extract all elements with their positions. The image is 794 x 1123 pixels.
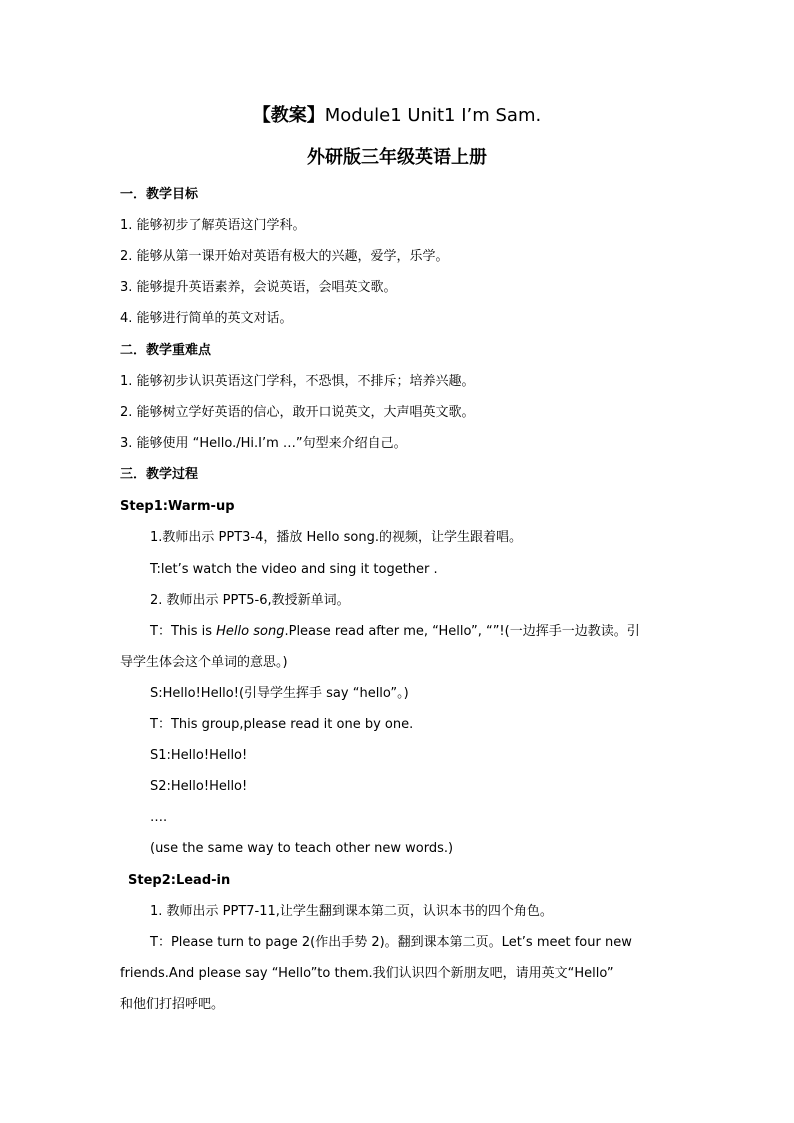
objective-item: 1. 能够初步了解英语这门学科。 (120, 218, 306, 233)
title-main: Module1 Unit1 I’m Sam. (324, 105, 542, 126)
step1-line: T：This group,please read it one by one. (150, 717, 414, 732)
step2-heading: Step2:Lead-in (128, 873, 231, 888)
step1-teacher-line-cont: 导学生体会这个单词的意思。) (120, 655, 288, 670)
step1-line: S2:Hello!Hello! (150, 779, 248, 794)
document-subtitle: 外研版三年级英语上册 (307, 147, 487, 168)
step1-line: (use the same way to teach other new words.) (150, 841, 454, 856)
key-point-item: 2. 能够树立学好英语的信心，敢开口说英文，大声唱英文歌。 (120, 405, 475, 420)
step1-line: T:let’s watch the video and sing it together . (150, 562, 438, 577)
step1-line: 1.教师出示 PPT3-4，播放 Hello song.的视频，让学生跟着唱。 (150, 530, 522, 545)
teacher-line-suffix: .Please read after me, “Hello”, “”!(一边挥手一边教读。引 (284, 624, 640, 639)
section-heading-process: 三．教学过程 (120, 467, 199, 482)
document-title (0, 103, 794, 129)
step1-heading: Step1:Warm-up (120, 499, 235, 514)
title-prefix: 【教案】 (252, 105, 325, 126)
step2-line: 1. 教师出示 PPT7-11,让学生翻到课本第二页，认识本书的四个角色。 (150, 904, 553, 919)
objective-item: 4. 能够进行简单的英文对话。 (120, 311, 293, 326)
step1-line: S:Hello!Hello!(引导学生挥手 say “hello”。) (150, 686, 409, 701)
section-heading-objectives: 一．教学目标 (120, 187, 199, 202)
step2-line: T：Please turn to page 2(作出手势 2)。翻到课本第二页。Let’s meet four new (150, 935, 632, 950)
objective-item: 3. 能够提升英语素养，会说英语，会唱英文歌。 (120, 280, 397, 295)
objective-item: 2. 能够从第一课开始对英语有极大的兴趣，爱学，乐学。 (120, 249, 449, 264)
teacher-line-italic: Hello song (216, 624, 285, 639)
step1-line: S1:Hello!Hello! (150, 748, 248, 763)
step2-line: friends.And please say “Hello”to them.我们认识四个新朋友吧，请用英文“Hello” (120, 966, 614, 981)
section-heading-key-points: 二．教学重难点 (120, 343, 212, 358)
key-point-item: 1. 能够初步认识英语这门学科，不恐惧，不排斥；培养兴趣。 (120, 374, 475, 389)
step1-line: 2. 教师出示 PPT5-6,教授新单词。 (150, 593, 350, 608)
step1-teacher-line (150, 622, 640, 642)
key-point-item: 3. 能够使用 “Hello./Hi.I’m …”句型来介绍自己。 (120, 436, 407, 451)
teacher-line-prefix: T：This is (150, 624, 217, 639)
step1-line: …. (150, 810, 168, 825)
step2-line: 和他们打招呼吧。 (120, 997, 225, 1012)
